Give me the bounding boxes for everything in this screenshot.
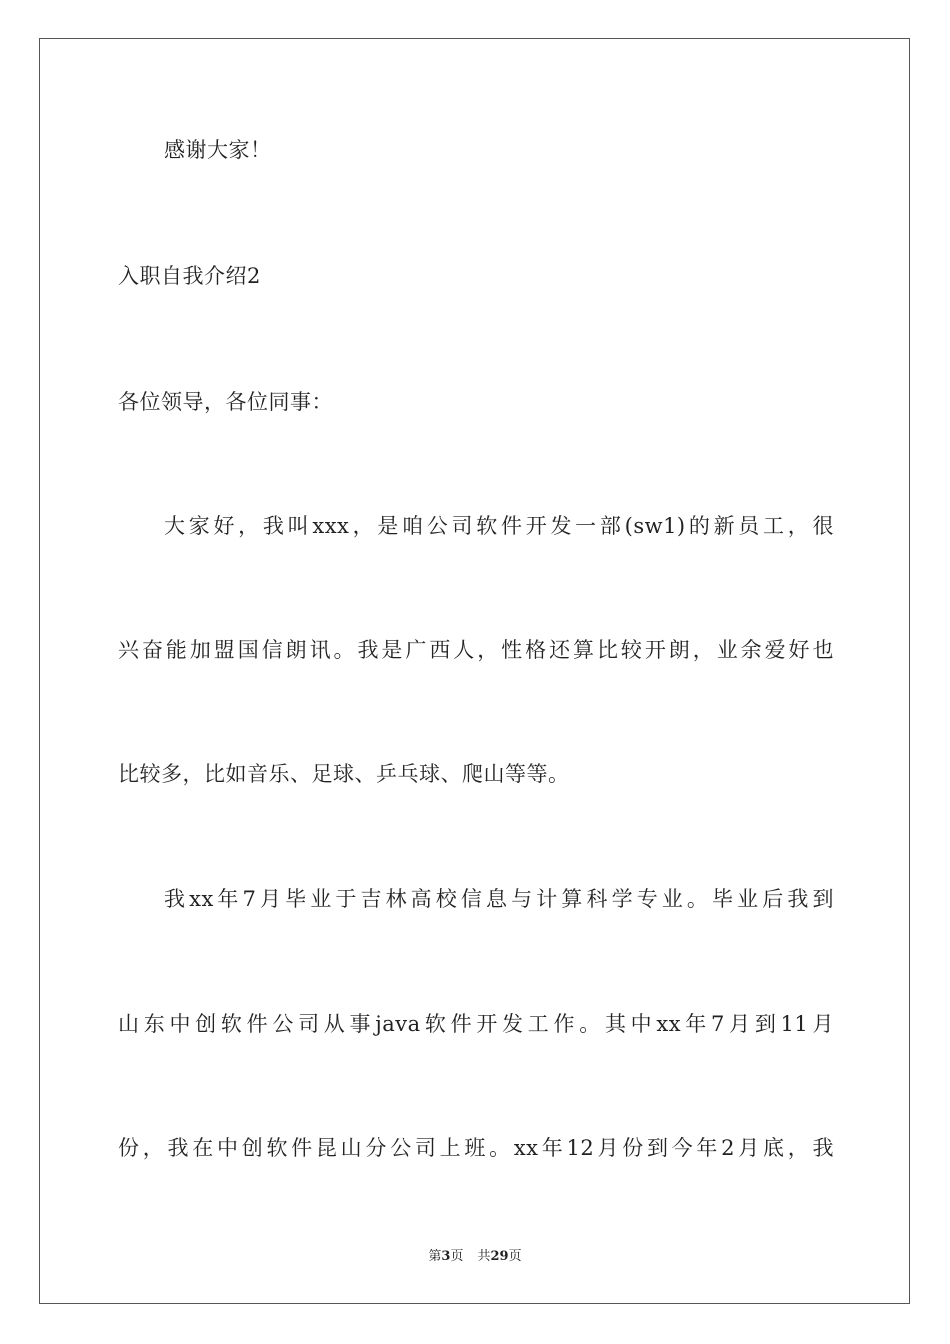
paragraph-line: 山东中创软件公司从事java软件开发工作。其中xx年7月到11月: [118, 1012, 834, 1036]
closing-line: 感谢大家！: [164, 138, 272, 162]
page-border: [39, 38, 910, 1304]
paragraph-line: 兴奋能加盟国信朗讯。我是广西人，性格还算比较开朗，业余爱好也: [118, 638, 834, 662]
paragraph-line: 份，我在中创软件昆山分公司上班。xx年12月份到今年2月底，我: [118, 1136, 834, 1160]
page-suffix: 页: [450, 1249, 464, 1264]
paragraph-line: 我xx年7月毕业于吉林高校信息与计算科学专业。毕业后我到: [164, 887, 834, 911]
total-suffix: 页: [508, 1249, 522, 1264]
page-prefix: 第: [428, 1249, 442, 1264]
section-heading: 入职自我介绍2: [118, 264, 261, 288]
page-footer: [0, 1248, 950, 1266]
page-number: 3: [441, 1249, 451, 1264]
salutation: 各位领导，各位同事：: [118, 390, 333, 414]
paragraph-line: 比较多，比如音乐、足球、乒乓球、爬山等等。: [118, 762, 570, 786]
total-pages: 29: [490, 1249, 509, 1264]
paragraph-line: 大家好，我叫xxx，是咱公司软件开发一部(sw1)的新员工，很: [164, 514, 834, 538]
total-prefix: 共: [477, 1249, 491, 1264]
